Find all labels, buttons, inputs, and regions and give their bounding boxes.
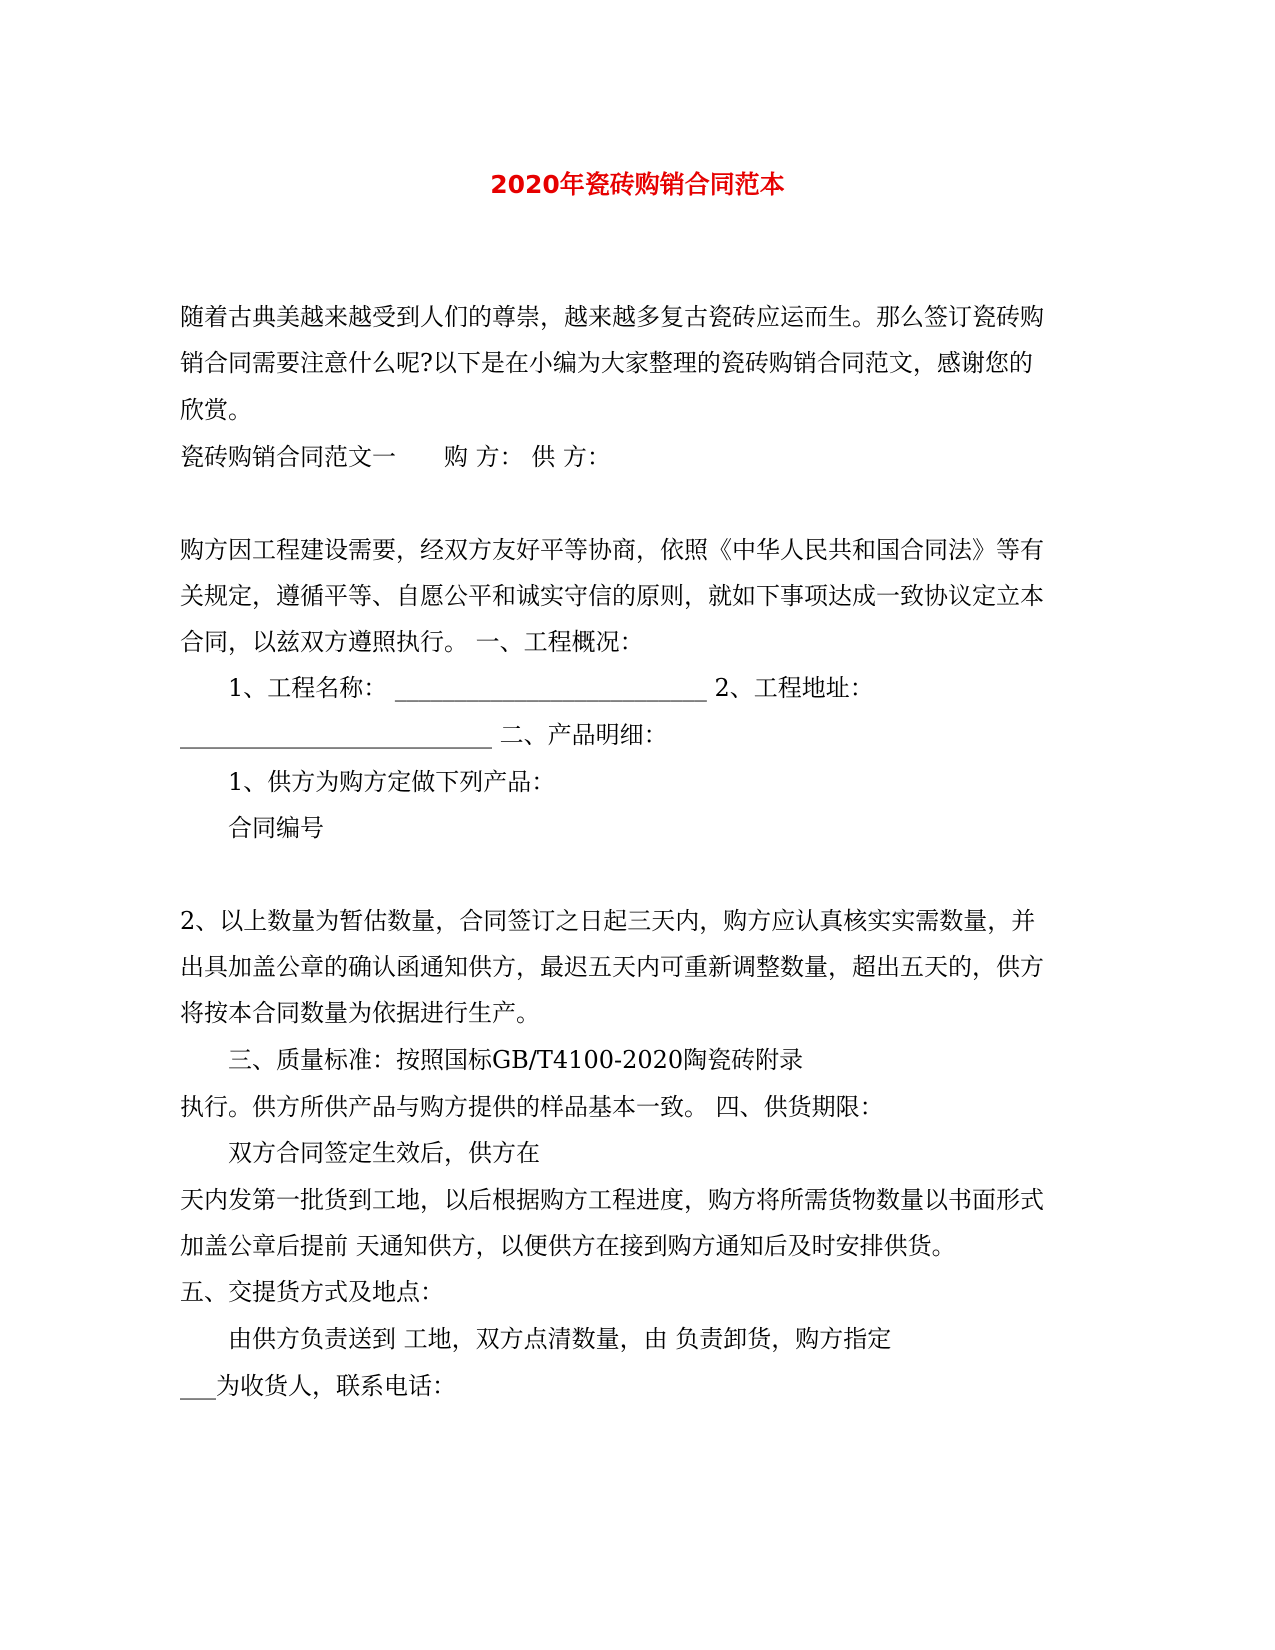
text-line: 加盖公章后提前 天通知供方，以便供方在接到购方通知后及时安排供货。 <box>180 1232 956 1260</box>
text-line: 1、工程名称： __________________________ 2、工程地址： <box>228 674 874 702</box>
text-line: 关规定，遵循平等、自愿公平和诚实守信的原则，就如下事项达成一致协议定立本 <box>180 582 1044 610</box>
text-line: 出具加盖公章的确认函通知供方，最迟五天内可重新调整数量，超出五天的，供方 <box>180 953 1044 981</box>
text-line: 双方合同签定生效后，供方在 <box>228 1139 540 1167</box>
text-line: 瓷砖购销合同范文一 购 方： 供 方： <box>180 443 611 471</box>
text-line: 合同编号 <box>228 814 324 842</box>
text-line: 欣赏。 <box>180 396 252 424</box>
text-line: 随着古典美越来越受到人们的尊崇，越来越多复古瓷砖应运而生。那么签订瓷砖购 <box>180 303 1044 331</box>
text-line: 销合同需要注意什么呢?以下是在小编为大家整理的瓷砖购销合同范文，感谢您的 <box>180 349 1033 377</box>
text-line: ___为收货人，联系电话： <box>180 1372 456 1400</box>
text-line: 2、以上数量为暂估数量，合同签订之日起三天内，购方应认真核实实需数量，并 <box>180 907 1036 935</box>
document-title: 2020年瓷砖购销合同范本 <box>490 170 785 199</box>
text-line: 三、质量标准：按照国标GB/T4100-2020陶瓷砖附录 <box>228 1046 804 1074</box>
text-line: 执行。供方所供产品与购方提供的样品基本一致。 四、供货期限： <box>180 1093 884 1121</box>
text-line: 将按本合同数量为依据进行生产。 <box>180 999 540 1027</box>
text-line: 由供方负责送到 工地，双方点清数量，由 负责卸货，购方指定 <box>228 1325 892 1353</box>
text-line: 购方因工程建设需要，经双方友好平等协商，依照《中华人民共和国合同法》等有 <box>180 536 1044 564</box>
text-line: 五、交提货方式及地点： <box>180 1278 444 1306</box>
text-line: 合同，以兹双方遵照执行。 一、工程概况： <box>180 628 644 656</box>
text-line: 天内发第一批货到工地，以后根据购方工程进度，购方将所需货物数量以书面形式 <box>180 1186 1044 1214</box>
text-line: 1、供方为购方定做下列产品： <box>228 768 556 796</box>
text-line: __________________________ 二、产品明细： <box>180 721 668 749</box>
